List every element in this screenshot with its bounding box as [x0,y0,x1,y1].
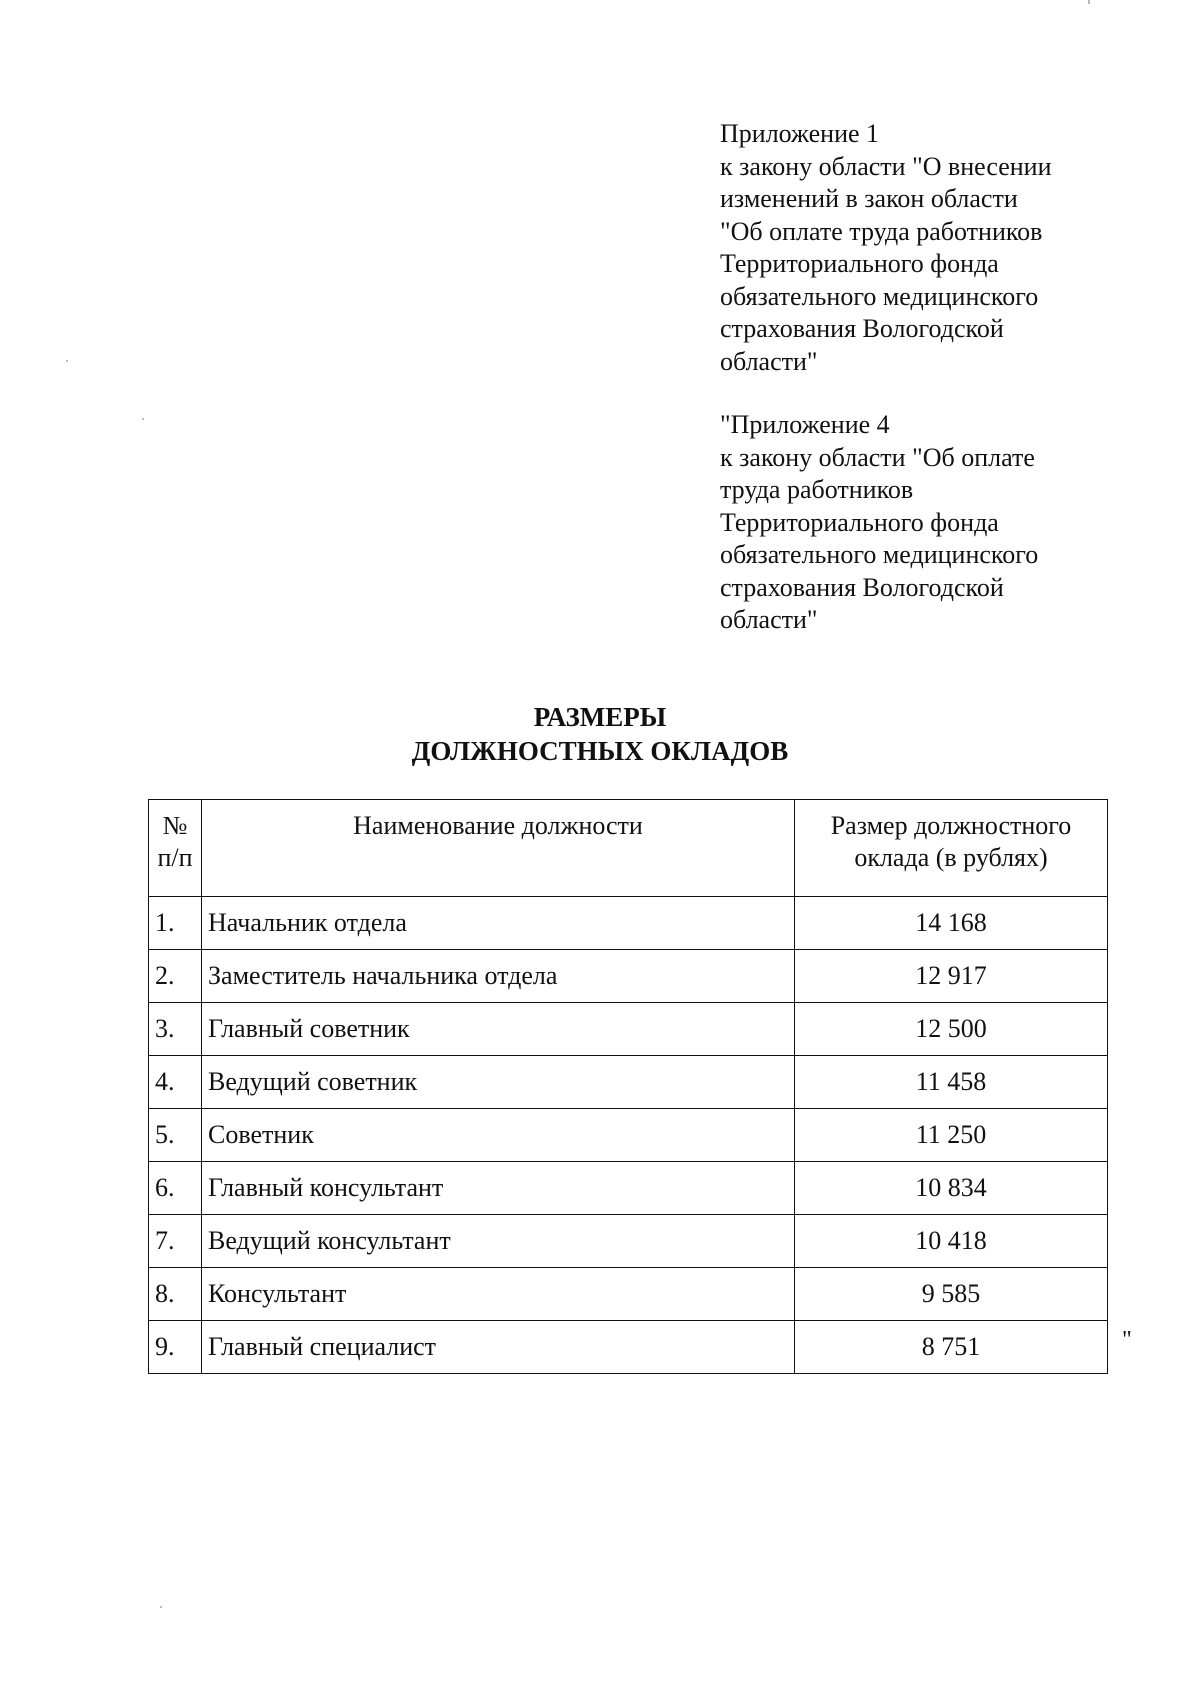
row-position: Главный консультант [202,1162,795,1215]
salary-table [148,799,1108,1374]
annex-1-reference [720,118,1140,378]
annex-line: "Приложение 4 [720,410,890,439]
scan-artifact [66,360,68,362]
closing-quote-mark: " [1122,1327,1132,1353]
annex-line: Территориального фонда [720,249,999,278]
annex-line: труда работников [720,475,914,504]
table-row [149,1268,1108,1321]
table-row [149,1321,1108,1374]
row-number: 3. [149,1003,202,1056]
header-position: Наименование должности [202,800,795,897]
row-position: Заместитель начальника отдела [202,950,795,1003]
header-salary: Размер должностного оклада (в рублях) [795,800,1108,897]
header-number: № п/п [149,800,202,897]
row-salary: 10 834 [795,1162,1108,1215]
table-row [149,1215,1108,1268]
row-position: Ведущий советник [202,1056,795,1109]
title-line-1: РАЗМЕРЫ [533,702,667,732]
row-number: 9. [149,1321,202,1374]
table-row [149,1162,1108,1215]
annex-line: страхования Вологодской [720,572,1004,602]
row-number: 2. [149,950,202,1003]
row-salary: 12 917 [795,950,1108,1003]
scan-artifact [142,418,144,420]
table-row [149,1056,1108,1109]
row-salary: 14 168 [795,897,1108,950]
row-number: 7. [149,1215,202,1268]
row-position: Главный специалист [202,1321,795,1374]
row-position: Ведущий консультант [202,1215,795,1268]
annex-line: обязательного медицинского [720,540,1039,569]
row-salary: 10 418 [795,1215,1108,1268]
row-number: 6. [149,1162,202,1215]
annex-4-reference [720,409,1140,637]
annex-line: Приложение 1 [720,119,880,148]
row-salary: 12 500 [795,1003,1108,1056]
document-title [0,700,1200,768]
annex-line: области" [720,605,818,634]
row-number: 1. [149,897,202,950]
annex-line: "Об оплате труда работников [720,216,1043,246]
annex-line: обязательного медицинского [720,281,1039,311]
row-number: 4. [149,1056,202,1109]
annex-line: изменений в закон области [720,184,1018,213]
row-position: Консультант [202,1268,795,1321]
row-number: 8. [149,1268,202,1321]
table-header-row [149,800,1108,897]
row-salary: 9 585 [795,1268,1108,1321]
row-number: 5. [149,1109,202,1162]
row-salary: 8 751 [795,1321,1108,1374]
scan-artifact [1088,0,1090,4]
row-position: Советник [202,1109,795,1162]
table-row [149,950,1108,1003]
row-salary: 11 458 [795,1056,1108,1109]
title-line-2: ДОЛЖНОСТНЫХ ОКЛАДОВ [411,736,789,766]
row-position: Главный советник [202,1003,795,1056]
annex-line: страхования Вологодской [720,314,1004,343]
table-row [149,1109,1108,1162]
row-position: Начальник отдела [202,897,795,950]
annex-line: к закону области "Об оплате [720,442,1035,472]
annex-line: области" [720,346,818,376]
annex-line: к закону области "О внесении [720,151,1052,181]
table-row [149,897,1108,950]
table-row [149,1003,1108,1056]
scan-artifact [160,1606,162,1608]
row-salary: 11 250 [795,1109,1108,1162]
annex-line: Территориального фонда [720,507,999,537]
